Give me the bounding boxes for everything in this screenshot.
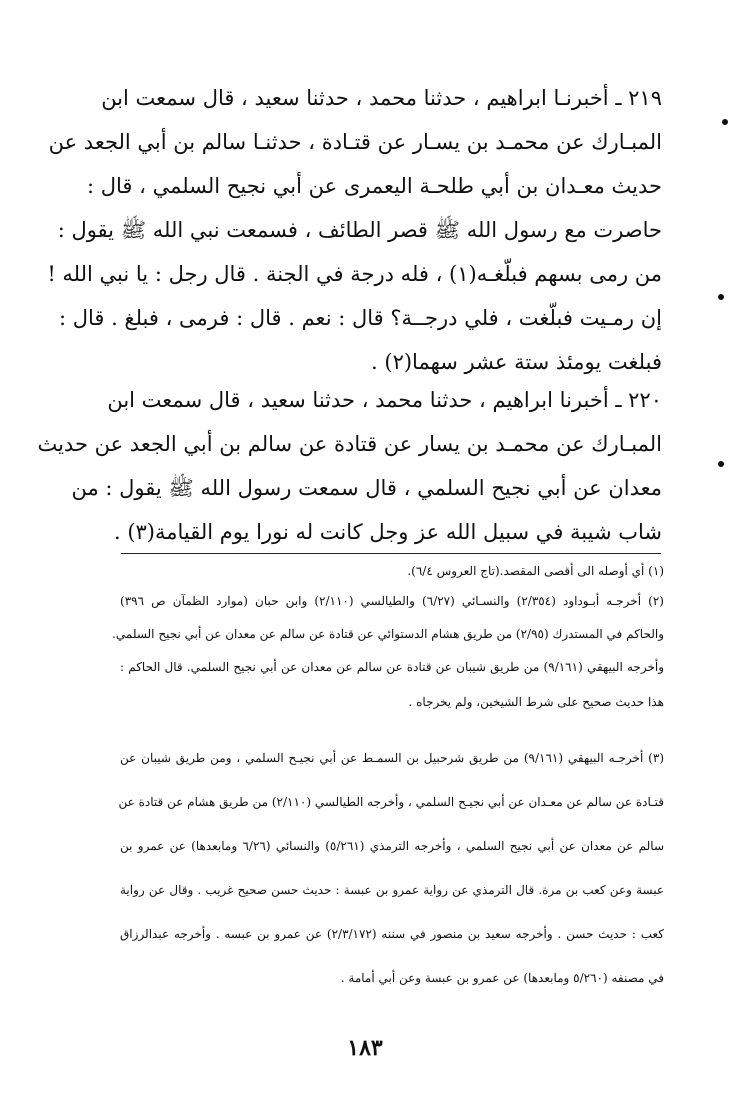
footnote-3-line-1: (٣) أخرجـه البيهقي (٩/١٦١) من طريق شرحبيل بن السمـط عن أبي نجيـح السلمي ، ومن طريق شيبان عن [120,751,664,765]
hadith-220 [37,378,662,554]
footnote-3-line-2: قتـادة عن سالم عن معـدان عن أبي نجيـح السلمي ، وأخرجه الطيالسي (٢/١١٠) من طريق هشام عن قتادة عن [118,795,664,809]
footnote-2-line-2: والحاكم في المستدرك (٢/٩٥) من طريق هشام الدستوائي عن قتادة عن سالم عن معدان عن أبي نجيح السلمي. [112,627,664,641]
hadith-219 [47,76,662,384]
footnote-3-line-4: عبسة وعن كعب بن مرة. قال الترمذي عن رواية عمرو بن عبسة : حديث حسن صحيح غريب . وقال عن رواية [120,883,664,897]
hadith-219-line-4: حاصرت مع رسول الله ﷺ قصر الطائف ، فسمعت نبي الله ﷺ يقول : [57,218,662,242]
margin-mark-bottom [718,461,724,467]
hadith-219-line-5: من رمى بسهم فبلّغـه(١) ، فله درجة في الجنة . قال رجل : يا نبي الله ! [47,262,662,286]
margin-mark-top [722,119,728,125]
footnote-2-line-3: وأخرجه البيهقي (٩/١٦١) من طريق شيبان عن قتادة عن سالم عن معدان عن أبي نجيح السلمي. قال الحاكم : [120,660,664,674]
page-number: ١٨٣ [347,1035,383,1061]
hadith-220-line-3: معدان عن أبي نجيح السلمي ، قال سمعت رسول الله ﷺ يقول : من [71,476,662,500]
footnote-3 [120,749,664,987]
footnote-2 [112,592,664,711]
hadith-219-line-1: ٢١٩ ـ أخبرنـا ابراهيم ، حدثنا محمد ، حدثنا سعيد ، قال سمعت ابن [101,86,662,110]
footnote-3-line-5: كعب : حديث حسن . وأخرجه سعيد بن منصور في سننه (٢/٣/١٧٢) عن عمرو بن عبسه . وأخرجه عبدالرزاق [120,927,664,941]
footnote-3-line-3: سالم عن معدان عن أبي نجيح السلمي ، وأخرجه الترمذي (٥/٢٦١) والنسائي (٦/٢٦ ومابعدها) عن عمرو بن [120,839,664,853]
footnote-1-line-1: (١) أي أوصله الى أقصى المقصد.(تاج العروس ٦/٤). [407,564,664,578]
hadith-220-line-4: شاب شيبة في سبيل الله عز وجل كانت له نورا يوم القيامة(٣) . [113,520,662,544]
footnote-2-line-1: (٢) أخرجـه أبـوداود (٢/٣٥٤) والنسـائي (٦/٢٧) والطيالسي (٢/١١٠) وابن حبان (موارد الظمآن ص ٣٩٦) [120,594,664,608]
footnote-3-line-6: في مصنفه (٥/٢٦٠ ومابعدها) عن عمرو بن عبسة وعن أبي أمامة . [340,971,664,985]
footnote-2-line-4: هذا حديث صحيح على شرط الشيخين، ولم يخرجاه . [408,695,664,709]
footnote-1 [120,562,664,580]
hadith-220-line-1: ٢٢٠ ـ أخبرنا ابراهيم ، حدثنا محمد ، حدثنا سعيد ، قال سمعت ابن [107,388,662,412]
hadith-220-line-2: المبـارك عن محمـد بن يسار عن قتادة عن سالم بن أبي الجعد عن حديث [37,432,662,456]
hadith-219-line-3: حديث معـدان بن أبي طلحـة اليعمرى عن أبي نجيح السلمي ، قال : [87,174,662,198]
hadith-219-line-2: المبـارك عن محمـد بن يسـار عن قتـادة ، حدثنـا سالم بن أبي الجعد عن [48,130,662,154]
margin-mark-middle [718,294,724,300]
hadith-219-line-7: فبلغت يومئذ ستة عشر سهما(٢) . [371,350,662,374]
footnote-divider [121,553,661,554]
hadith-219-line-6: إن رمـيت فبلّغت ، فلي درجــة؟ قال : نعم . قال : فرمى ، فبلغ . قال : [58,306,662,330]
